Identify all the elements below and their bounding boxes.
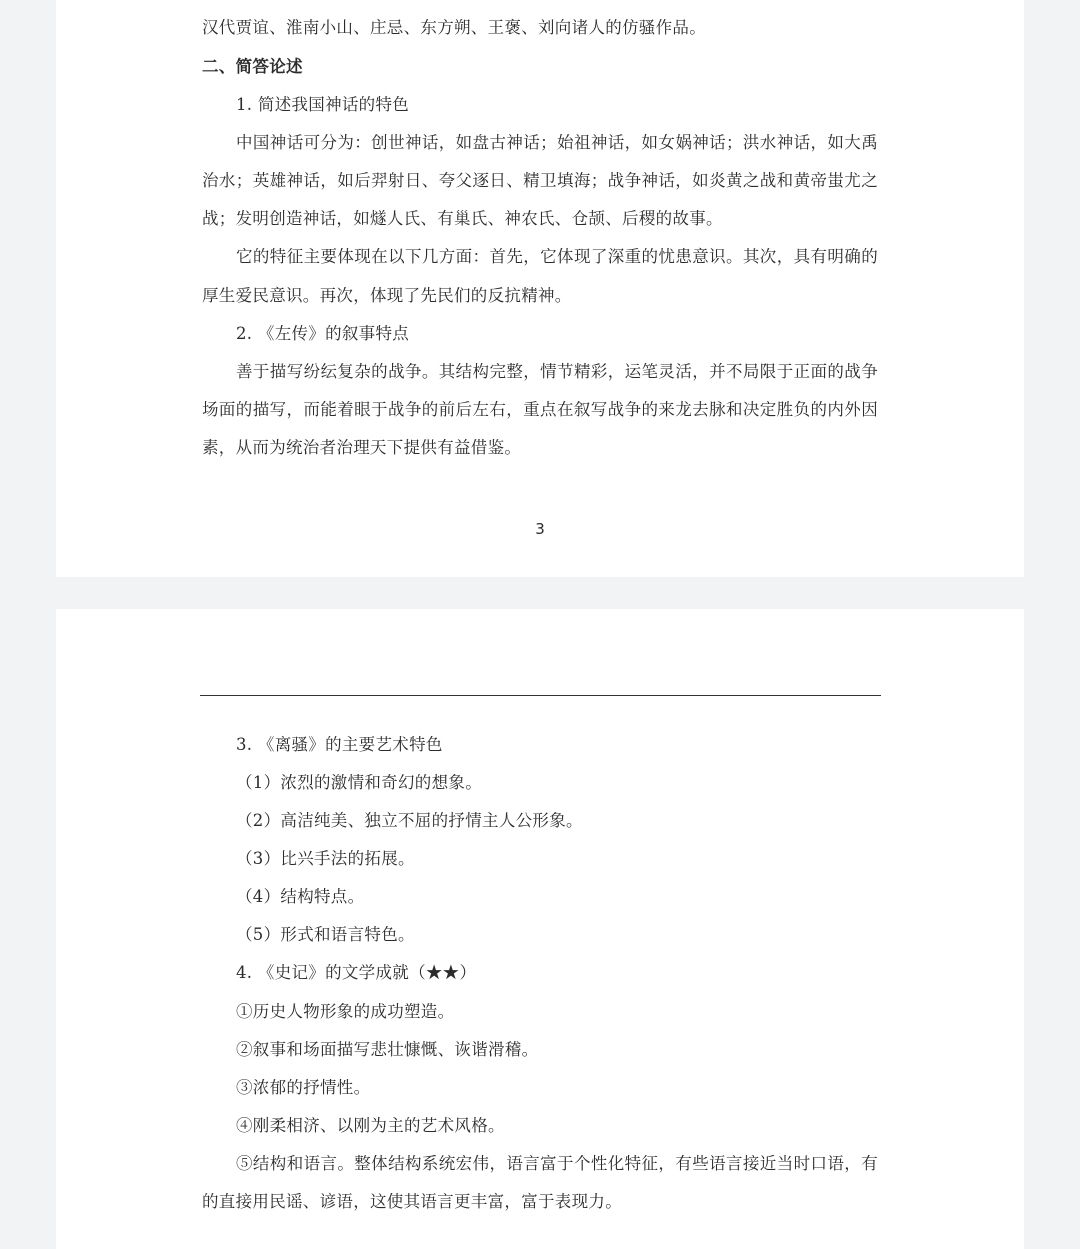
list-item: （3）比兴手法的拓展。: [236, 849, 415, 868]
list-item: （2）高洁纯美、独立不屈的抒情主人公形象。: [236, 811, 583, 830]
paragraph-line: 中国神话可分为：创世神话，如盘古神话；始祖神话，如女娲神话；洪水神话，如大禹: [236, 133, 878, 152]
paragraph-line: 的直接用民谣、谚语，这使其语言更丰富，富于表现力。: [202, 1192, 622, 1211]
paragraph-line: 它的特征主要体现在以下几方面：首先，它体现了深重的忧患意识。其次，具有明确的: [236, 247, 878, 266]
list-item: （4）结构特点。: [236, 887, 365, 906]
list-item: ②叙事和场面描写悲壮慷慨、诙谐滑稽。: [236, 1040, 539, 1059]
header-rule: [200, 695, 881, 696]
list-item: ④刚柔相济、以刚为主的艺术风格。: [236, 1116, 505, 1135]
question-heading: 1. 简述我国神话的特色: [236, 95, 410, 114]
paragraph-line: 厚生爱民意识。再次，体现了先民们的反抗精神。: [202, 286, 572, 305]
document-page-4: [56, 609, 1024, 1249]
document-page-3: [56, 0, 1024, 577]
list-item: （5）形式和语言特色。: [236, 925, 415, 944]
paragraph-line: 场面的描写，而能着眼于战争的前后左右，重点在叙写战争的来龙去脉和决定胜负的内外因: [202, 400, 878, 419]
question-heading: 4. 《史记》的文学成就（★★）: [236, 963, 477, 982]
question-heading: 3. 《离骚》的主要艺术特色: [236, 735, 443, 754]
text-line: 汉代贾谊、淮南小山、庄忌、东方朔、王褒、刘向诸人的仿骚作品。: [202, 18, 706, 37]
list-item: （1）浓烈的激情和奇幻的想象。: [236, 773, 482, 792]
paragraph-line: 治水；英雄神话，如后羿射日、夸父逐日、精卫填海；战争神话，如炎黄之战和黄帝蚩尤之: [202, 171, 878, 190]
question-heading: 2. 《左传》的叙事特点: [236, 324, 410, 343]
paragraph-line: 善于描写纷纭复杂的战争。其结构完整，情节精彩，运笔灵活，并不局限于正面的战争: [236, 362, 878, 381]
list-item: ⑤结构和语言。整体结构系统宏伟，语言富于个性化特征，有些语言接近当时口语，有: [236, 1154, 878, 1173]
page-number: 3: [535, 520, 545, 538]
list-item: ③浓郁的抒情性。: [236, 1078, 371, 1097]
paragraph-line: 素，从而为统治者治理天下提供有益借鉴。: [202, 438, 522, 457]
paragraph-line: 战；发明创造神话，如燧人氏、有巢氏、神农氏、仓颉、后稷的故事。: [202, 209, 723, 228]
section-heading: 二、简答论述: [202, 57, 303, 76]
list-item: ①历史人物形象的成功塑造。: [236, 1002, 455, 1021]
